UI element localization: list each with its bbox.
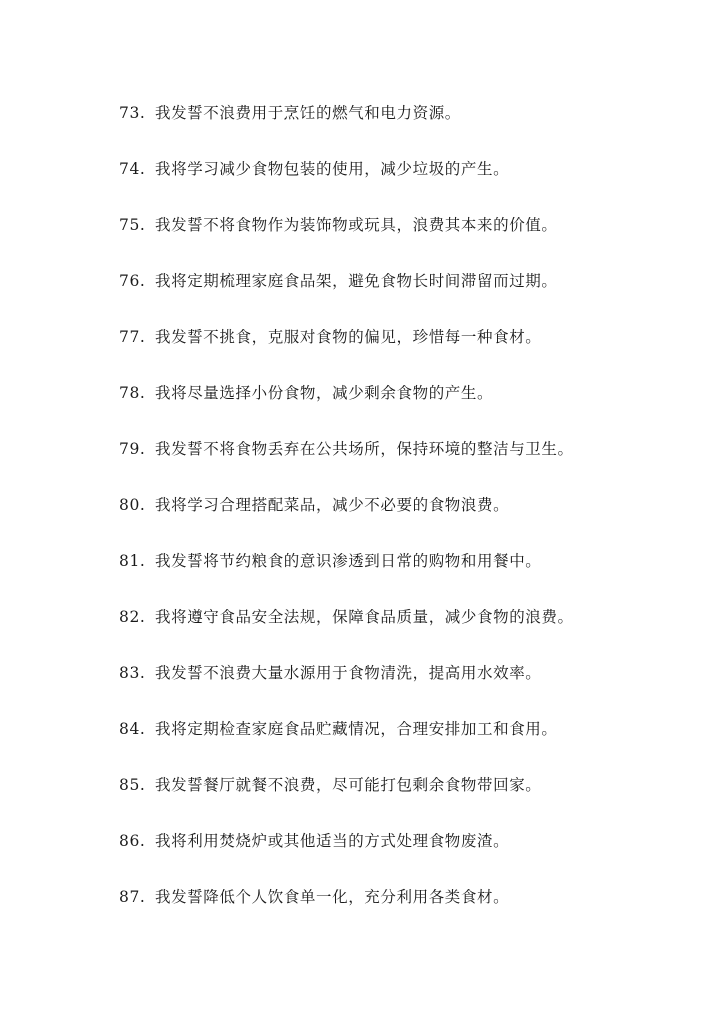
item-text: 我发誓不挑食，克服对食物的偏见，珍惜每一种食材。 [155, 328, 542, 347]
item-text: 我发誓不浪费大量水源用于食物清洗，提高用水效率。 [155, 664, 542, 683]
item-number: 78. [119, 384, 146, 403]
list-item [119, 86, 574, 142]
list-item [119, 758, 574, 814]
item-number: 87. [119, 888, 146, 907]
list-item [119, 198, 574, 254]
list-item [119, 422, 574, 478]
item-number: 83. [119, 664, 146, 683]
item-text: 我发誓降低个人饮食单一化，充分利用各类食材。 [155, 888, 510, 907]
list-item [119, 590, 574, 646]
item-number: 85. [119, 776, 146, 795]
item-text: 我将利用焚烧炉或其他适当的方式处理食物废渣。 [155, 832, 510, 851]
item-text: 我将学习合理搭配菜品，减少不必要的食物浪费。 [155, 496, 510, 515]
item-number: 80. [119, 496, 146, 515]
list-item [119, 478, 574, 534]
list-item [119, 646, 574, 702]
list-item [119, 254, 574, 310]
item-text: 我将尽量选择小份食物，减少剩余食物的产生。 [155, 384, 494, 403]
item-text: 我将定期检查家庭食品贮藏情况，合理安排加工和食用。 [155, 720, 558, 739]
item-number: 75. [119, 216, 146, 235]
list-item [119, 702, 574, 758]
list-item [119, 814, 574, 870]
item-number: 82. [119, 608, 146, 627]
item-text: 我发誓不将食物丢弃在公共场所，保持环境的整洁与卫生。 [155, 440, 574, 459]
item-number: 79. [119, 440, 146, 459]
item-number: 84. [119, 720, 146, 739]
list-item [119, 310, 574, 366]
item-number: 81. [119, 552, 146, 571]
item-number: 73. [119, 104, 146, 123]
item-text: 我将学习减少食物包装的使用，减少垃圾的产生。 [155, 160, 510, 179]
item-text: 我发誓将节约粮食的意识渗透到日常的购物和用餐中。 [155, 552, 542, 571]
list-item [119, 366, 574, 422]
list-item [119, 534, 574, 590]
list-item [119, 142, 574, 198]
list-item [119, 870, 574, 926]
item-number: 77. [119, 328, 146, 347]
item-text: 我发誓餐厅就餐不浪费，尽可能打包剩余食物带回家。 [155, 776, 542, 795]
item-number: 86. [119, 832, 146, 851]
pledge-list [119, 86, 574, 926]
item-number: 76. [119, 272, 146, 291]
item-text: 我将定期梳理家庭食品架，避免食物长时间滞留而过期。 [155, 272, 558, 291]
item-text: 我发誓不浪费用于烹饪的燃气和电力资源。 [155, 104, 461, 123]
item-text: 我发誓不将食物作为装饰物或玩具，浪费其本来的价值。 [155, 216, 558, 235]
item-number: 74. [119, 160, 146, 179]
item-text: 我将遵守食品安全法规，保障食品质量，减少食物的浪费。 [155, 608, 574, 627]
